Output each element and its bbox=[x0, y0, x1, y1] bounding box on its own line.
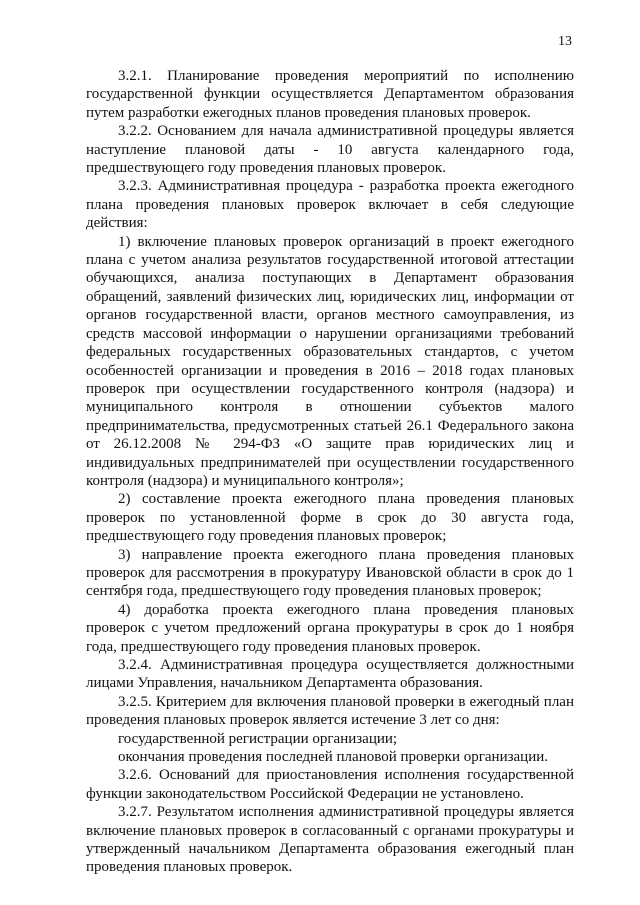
paragraph-3-2-1: 3.2.1. Планирование проведения мероприятий по исполнению государственной функции осуществляется Департаментом образования путем разработки ежегодных планов проведения плановых проверок. bbox=[86, 68, 574, 121]
paragraph-3-2-5: 3.2.5. Критерием для включения плановой проверки в ежегодный план проведения плановых проверок является истечение 3 лет со дня: bbox=[86, 693, 574, 729]
paragraph-3-2-3: 3.2.3. Административная процедура - разработка проекта ежегодного плана проведения плановых проверок включает в себя следующие действия: bbox=[86, 178, 574, 232]
paragraph-3-2-6: 3.2.6. Оснований для приостановления исполнения государственной функции законодательством Российской Федерации не установлено. bbox=[86, 767, 574, 802]
paragraph-3-2-2: 3.2.2. Основанием для начала административной процедуры является наступление плановой даты - 10 августа календарного года, предшествующего году проведения плановых проверок. bbox=[86, 123, 574, 177]
paragraph-3-2-7: 3.2.7. Результатом исполнения административной процедуры является включение плановых проверок в согласованный с органами прокуратуры и утвержденный начальником Департамента образования ежегодный план проведения плановых проверок. bbox=[86, 804, 574, 876]
list-item-1: 1) включение плановых проверок организаций в проект ежегодного плана с учетом анализа результатов государственной итоговой аттестации обучающихся, анализа поступающих в Департамент образования обращений, заявлений физических лиц, юридических лиц, информации от органов государственной власти, органов местного самоуправления, из средств массовой информации о нарушении организациями требований федеральных государственных образовательных стандартов, с учетом особенностей организации и проведения в 2016 – 2018 годах плановых проверок при осуществлении государственного контроля (надзора) и муниципального контроля в отношении субъектов малого предпринимательства, предусмотренных статьей 26.1 Федерального закона от 26.12.2008 № 294-ФЗ «О защите прав юридических лиц и индивидуальных предпринимателей при осуществлении государственного контроля (надзора) и муниципального контроля»; bbox=[86, 233, 574, 489]
list-item-3: 3) направление проекта ежегодного плана проведения плановых проверок для рассмотрения в прокуратуру Ивановской области в срок до 1 сентября года, предшествующего году проведения плановых проверок; bbox=[86, 546, 574, 600]
list-item-2: 2) составление проекта ежегодного плана проведения плановых проверок по установленной форме в срок до 30 августа года, предшествующего году проведения плановых проверок; bbox=[86, 491, 574, 545]
criterion-last-inspection: окончания проведения последней плановой проверки организации. bbox=[118, 749, 549, 766]
document-body bbox=[86, 67, 574, 877]
list-item-4: 4) доработка проекта ежегодного плана проведения плановых проверок с учетом предложений органа прокуратуры в срок до 1 ноября года, предшествующего году проведения плановых проверок. bbox=[86, 601, 574, 655]
page-number: 13 bbox=[558, 34, 572, 49]
paragraph-3-2-4: 3.2.4. Административная процедура осуществляется должностными лицами Управления, начальником Департамента образования. bbox=[86, 657, 574, 692]
criterion-registration: государственной регистрации организации; bbox=[118, 730, 398, 747]
